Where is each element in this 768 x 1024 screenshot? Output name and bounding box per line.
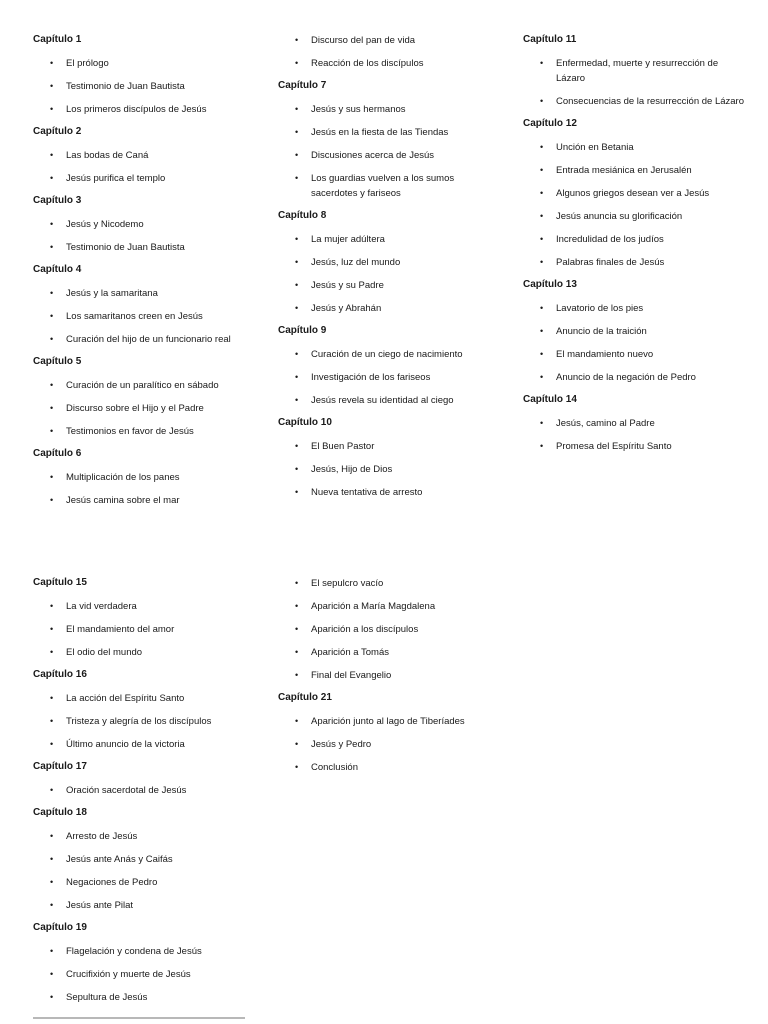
chapter-group [523,33,748,109]
chapter-heading: Capítulo 11 [523,34,577,45]
chapter-group [33,33,258,117]
section-item: • Jesús ante Anás y Caifás [33,852,258,867]
chapter-group [33,760,258,798]
section-item: • Jesús purifica el templo [33,171,258,186]
chapter-group [278,576,503,683]
chapter-column-1 [33,33,258,516]
section-item: • Último anuncio de la victoria [33,737,258,752]
section-item: • Testimonio de Juan Bautista [33,79,258,94]
section-item: • El mandamiento del amor [33,622,258,637]
section-item: • Aparición a María Magdalena [278,599,503,614]
chapter-group [278,209,503,316]
section-item: • Curación del hijo de un funcionario real [33,332,258,347]
section-item: • Los samaritanos creen en Jesús [33,309,258,324]
chapter-heading: Capítulo 5 [33,356,82,367]
section-list [278,714,503,775]
section-item: • Jesús y Nicodemo [33,217,258,232]
chapter-heading: Capítulo 8 [278,210,327,221]
chapter-heading: Capítulo 16 [33,669,87,680]
section-item: • Lavatorio de los pies [523,301,748,316]
section-item: • Unción en Betania [523,140,748,155]
chapter-group [33,263,258,347]
chapter-group [523,117,748,270]
section-item: • Consecuencias de la resurrección de Lázaro [523,94,748,109]
footer-rule [33,1017,245,1019]
chapter-group [278,324,503,408]
section-item: • Jesús y Abrahán [278,301,503,316]
section-item: • Nueva tentativa de arresto [278,485,503,500]
chapter-group [523,393,748,454]
section-list [33,56,258,117]
chapter-column-5 [278,576,503,783]
chapter-heading: Capítulo 10 [278,417,332,428]
section-item: • Discurso sobre el Hijo y el Padre [33,401,258,416]
chapter-heading: Capítulo 4 [33,264,82,275]
section-item: • Jesús anuncia su glorificación [523,209,748,224]
section-list [33,148,258,186]
section-list [33,829,258,913]
section-item: • Jesús y sus hermanos [278,102,503,117]
section-item: • Los guardias vuelven a los sumos sacerdotes y fariseos [278,171,503,201]
section-item: • Jesús y su Padre [278,278,503,293]
section-item: • Conclusión [278,760,503,775]
chapter-group [278,691,503,775]
chapter-heading: Capítulo 18 [33,807,87,818]
chapter-group [33,194,258,255]
section-item: • Flagelación y condena de Jesús [33,944,258,959]
chapter-column-3 [523,33,748,462]
section-item: • Jesús en la fiesta de las Tiendas [278,125,503,140]
section-item: • El sepulcro vacío [278,576,503,591]
chapter-group [33,125,258,186]
section-item: • Jesús, luz del mundo [278,255,503,270]
section-list [523,56,748,109]
section-item: • Tristeza y alegría de los discípulos [33,714,258,729]
section-item: • El odio del mundo [33,645,258,660]
chapter-heading: Capítulo 9 [278,325,327,336]
section-item: • Arresto de Jesús [33,829,258,844]
section-item: • Multiplicación de los panes [33,470,258,485]
section-item: • El prólogo [33,56,258,71]
section-item: • Testimonios en favor de Jesús [33,424,258,439]
section-item: • Discurso del pan de vida [278,33,503,48]
section-item: • La vid verdadera [33,599,258,614]
section-list [278,33,503,71]
chapter-heading: Capítulo 21 [278,692,332,703]
section-list [33,286,258,347]
chapter-heading: Capítulo 17 [33,761,87,772]
chapter-column-2 [278,33,503,508]
section-item: • Testimonio de Juan Bautista [33,240,258,255]
chapter-heading: Capítulo 14 [523,394,577,405]
chapter-heading: Capítulo 2 [33,126,82,137]
section-item: • Reacción de los discípulos [278,56,503,71]
section-item: • Jesús ante Pilat [33,898,258,913]
section-item: • El mandamiento nuevo [523,347,748,362]
section-list [33,599,258,660]
section-item: • Oración sacerdotal de Jesús [33,783,258,798]
section-item: • Discusiones acerca de Jesús [278,148,503,163]
section-item: • Jesús camina sobre el mar [33,493,258,508]
section-list [33,691,258,752]
section-item: • Enfermedad, muerte y resurrección de Lázaro [523,56,748,86]
section-list [33,217,258,255]
chapter-group [33,447,258,508]
chapter-group [33,806,258,913]
chapter-heading: Capítulo 12 [523,118,577,129]
section-item: • Jesús revela su identidad al ciego [278,393,503,408]
chapter-group [33,921,258,1005]
section-item: • Entrada mesiánica en Jerusalén [523,163,748,178]
chapter-group [278,79,503,201]
section-item: • Anuncio de la negación de Pedro [523,370,748,385]
chapter-group [278,416,503,500]
section-item: • Aparición a los discípulos [278,622,503,637]
section-list [278,102,503,201]
section-item: • Incredulidad de los judíos [523,232,748,247]
section-item: • Curación de un ciego de nacimiento [278,347,503,362]
section-item: • Negaciones de Pedro [33,875,258,890]
chapter-heading: Capítulo 1 [33,34,82,45]
section-item: • Aparición junto al lago de Tiberíades [278,714,503,729]
section-list [33,470,258,508]
section-list [523,140,748,270]
section-list [278,232,503,316]
chapter-group [278,33,503,71]
section-item: • Anuncio de la traición [523,324,748,339]
section-list [523,301,748,385]
section-list [278,576,503,683]
chapter-group [33,355,258,439]
chapter-heading: Capítulo 7 [278,80,327,91]
chapter-heading: Capítulo 13 [523,279,577,290]
chapter-heading: Capítulo 6 [33,448,82,459]
section-item: • Algunos griegos desean ver a Jesús [523,186,748,201]
section-list [33,783,258,798]
section-list [278,439,503,500]
section-list [278,347,503,408]
section-item: • Final del Evangelio [278,668,503,683]
section-item: • Curación de un paralítico en sábado [33,378,258,393]
chapter-heading: Capítulo 3 [33,195,82,206]
section-item: • Promesa del Espíritu Santo [523,439,748,454]
chapter-heading: Capítulo 15 [33,577,87,588]
section-item: • Jesús y la samaritana [33,286,258,301]
chapter-group [33,668,258,752]
section-item: • Investigación de los fariseos [278,370,503,385]
section-item: • Los primeros discípulos de Jesús [33,102,258,117]
section-list [33,378,258,439]
section-list [33,944,258,1005]
section-item: • El Buen Pastor [278,439,503,454]
chapter-group [33,576,258,660]
chapter-group [523,278,748,385]
section-item: • Sepultura de Jesús [33,990,258,1005]
chapter-column-4 [33,576,258,1013]
section-item: • La mujer adúltera [278,232,503,247]
chapter-heading: Capítulo 19 [33,922,87,933]
section-item: • Palabras finales de Jesús [523,255,748,270]
section-item: • Crucifixión y muerte de Jesús [33,967,258,982]
section-item: • Jesús, Hijo de Dios [278,462,503,477]
section-item: • Las bodas de Caná [33,148,258,163]
section-item: • Aparición a Tomás [278,645,503,660]
section-item: • Jesús y Pedro [278,737,503,752]
section-list [523,416,748,454]
section-item: • La acción del Espíritu Santo [33,691,258,706]
section-item: • Jesús, camino al Padre [523,416,748,431]
